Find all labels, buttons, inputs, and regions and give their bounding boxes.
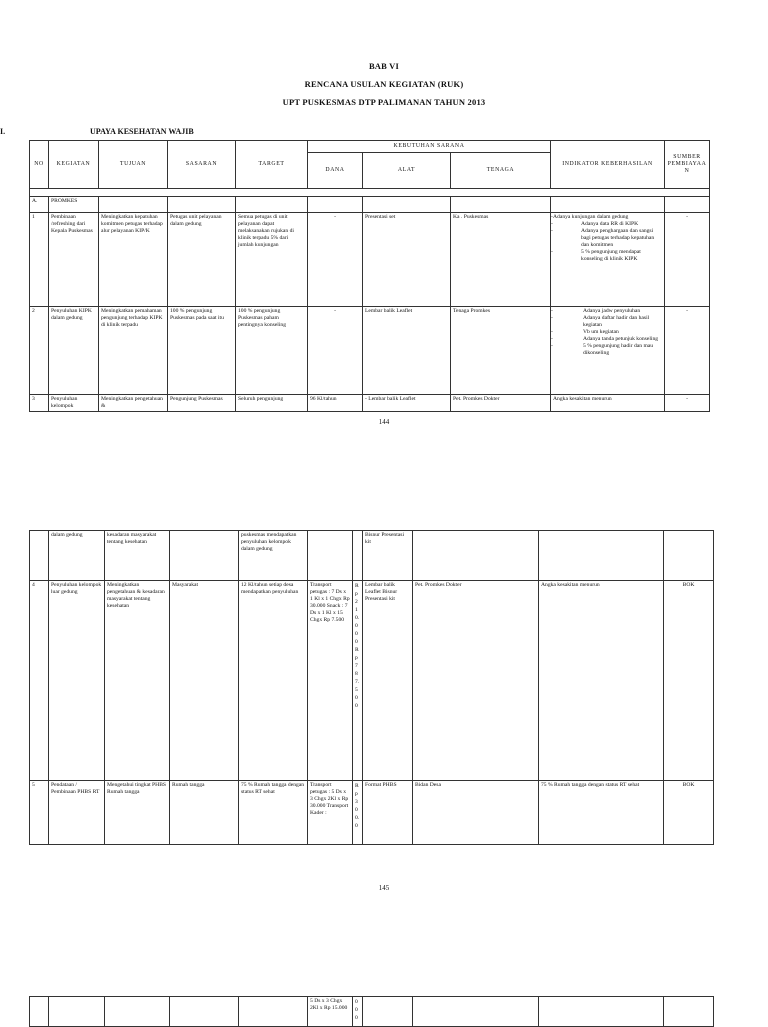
row-kegiatan: dalam gedung (49, 531, 105, 581)
row-target: 12 Kl/tahun setiap desa mendapatkan penyuluhan (239, 581, 308, 781)
section-label: UPAYA KESEHATAN WAJIB (90, 127, 194, 136)
header-target: TARGET (236, 141, 308, 189)
row-no: 1 (30, 213, 49, 307)
indicator-item: - Adanya penghargaan dan sangsi bagi petugas terhadap kepatuhan dan komitmen (553, 228, 662, 249)
row-dana-amount: Rp 300.0 (353, 781, 363, 845)
ruk-table-page1 (29, 140, 710, 412)
row-dana: 5 Ds x 3 Chgx 2Kl x Rp 15.000 (308, 997, 353, 1027)
row-alat: Lembar balik Leaflet Bisnur Presentasi kit (363, 581, 413, 781)
indicator-item: - Adanya daftar hadir dan hasil kegiatan (553, 315, 662, 329)
row-tenaga: Tenaga Promkes (451, 307, 551, 395)
header-sasaran: SASARAN (168, 141, 236, 189)
row-alat: Bisnur Presentasi kit (363, 531, 413, 581)
row-tujuan: Meningkatkan pengetahuan & (99, 395, 168, 412)
row-dana: - (308, 213, 363, 307)
table-row (30, 531, 714, 581)
row-no: 5 (30, 781, 49, 845)
table-row (30, 581, 714, 781)
document-title: RENCANA USULAN KEGIATAN (RUK) (304, 79, 464, 89)
header-tujuan: TUJUAN (99, 141, 168, 189)
header-kegiatan: KEGIATAN (49, 141, 99, 189)
row-sasaran: Rumah tangga (170, 781, 239, 845)
row-sasaran: Masyarakat (170, 581, 239, 781)
row-tujuan: kesadaran masyarakat tentang kesehatan (105, 531, 170, 581)
ruk-table-page3 (29, 996, 714, 1027)
row-alat-dash: - (365, 396, 367, 402)
page-number: 145 (378, 884, 390, 892)
indicator-item: - Vb um kegiatan (553, 329, 662, 336)
row-dana: Transport petugas : 7 Ds x 1 Kl x 1 Chgx Rp 30.000 Snack : 7 Ds x 1 Kl x 15 Chgx Rp 7.500 (308, 581, 353, 781)
row-target: 75 % Rumah tangga dengan status RT sehat (239, 781, 308, 845)
header-dana: DANA (308, 153, 363, 189)
row-sumber: - (665, 395, 710, 412)
row-no: 3 (30, 395, 49, 412)
indicator-item: - Adanya kunjungan dalam gedung (553, 214, 662, 221)
row-dana-amount: 000 (353, 997, 363, 1027)
indicator-item: - 5 % pengunjung hadir dan mau dikonseling (553, 343, 662, 357)
page-number: 144 (378, 418, 390, 426)
row-tujuan: Mengetahui tingkat PHBS Rumah tangga (105, 781, 170, 845)
row-sasaran: Pengunjung Puskesmas (168, 395, 236, 412)
row-alat: Format PHBS (363, 781, 413, 845)
row-target: Semua petugas di unit pelayanan dapat melaksanakan rujukan di klinik terpadu 5% dari jumlah kunjungan (236, 213, 308, 307)
table-row (30, 997, 714, 1027)
row-kegiatan: Pendataan / Pembinaan PHBS RT (49, 781, 105, 845)
row-no: 4 (30, 581, 49, 781)
header-alat: ALAT (363, 153, 451, 189)
table-row (30, 395, 710, 412)
row-target: puskesmas mendapatkan penyuluhan kelompok dalam gedung (239, 531, 308, 581)
row-tenaga: Ka . Puskesmas (451, 213, 551, 307)
row-dana: 96 Kl/tahun (308, 395, 363, 412)
row-tenaga: Pet. Promkes Dokter (451, 395, 551, 412)
row-sumber: - (665, 213, 710, 307)
row-indikator: Angka kesakitan menurun (551, 395, 665, 412)
row-indikator (551, 307, 665, 395)
row-indikator: 75 % Rumah tangga dengan status RT sehat (539, 781, 664, 845)
row-tujuan: Meningkatkan pengetahuan & kesadaran masyarakat tentang kesehatan (105, 581, 170, 781)
row-dana: Transport petugas : 5 Ds x 3 Chgx 2Kl x Rp 30.000 Transport Kader : (308, 781, 353, 845)
row-sasaran: 100 % pengunjung Puskesmas pada saat itu (168, 307, 236, 395)
row-sumber: BOK (664, 581, 714, 781)
header-indikator: INDIKATOR KEBERHASILAN (551, 141, 665, 189)
group-number: A. (30, 197, 49, 213)
row-alat: - Lembar balik Leaflet (363, 395, 451, 412)
table-row (30, 307, 710, 395)
row-kegiatan: Penyuluhan kelompok (49, 395, 99, 412)
row-dana-amount: Rp 210.000 Rp 787.500 (353, 581, 363, 781)
header-sumber: SUMBER PEMBIAYAA N (665, 141, 710, 189)
row-kegiatan: Penyuluhan KIPK dalam gedung (49, 307, 99, 395)
row-tenaga: Bidan Desa (413, 781, 539, 845)
row-dana: - (308, 307, 363, 395)
row-indikator: Angka kesakitan menurun (539, 581, 664, 781)
group-label: PROMKES (49, 197, 99, 213)
header-no: NO (30, 141, 49, 189)
section-number: I. (0, 127, 6, 136)
table-row (30, 781, 714, 845)
row-kegiatan: Pembinaan /refreshing dari Kepala Puskesmas (49, 213, 99, 307)
indicator-item: - Adanya data RR di KIPK (553, 221, 662, 228)
indicator-item: - Adanya jadw penyuluhan (553, 308, 662, 315)
row-no: 2 (30, 307, 49, 395)
row-target: 100 % pengunjung Puskesmas paham pentingnya konseling (236, 307, 308, 395)
row-target: Seluruh pengunjung (236, 395, 308, 412)
table-row (30, 213, 710, 307)
row-alat: Presentasi set (363, 213, 451, 307)
chapter-title: BAB VI (368, 61, 400, 71)
header-tenaga: TENAGA (451, 153, 551, 189)
header-kebutuhan-sarana: KEBUTUHAN SARANA (308, 141, 551, 153)
row-kegiatan: Penyuluhan kelompok luar gedung (49, 581, 105, 781)
row-tujuan: Meningkatkan kepatuhan komitmen petugas terhadap alur pelayanan KIP/K (99, 213, 168, 307)
row-indikator (551, 213, 665, 307)
ruk-table-page2 (29, 530, 714, 845)
row-sumber: BOK (664, 781, 714, 845)
row-alat: Lembar balik Leaflet (363, 307, 451, 395)
document-subtitle: UPT PUSKESMAS DTP PALIMANAN TAHUN 2013 (282, 97, 486, 107)
group-row (30, 197, 710, 213)
row-tujuan: Meningkatkan pemahaman pengunjung terhadap KIPK di klinik terpadu (99, 307, 168, 395)
indicator-item: - 5 % pengunjung mendapat konseling di klinik KIPK (553, 249, 662, 263)
row-sasaran: Petugas unit pelayanan dalam gedung (168, 213, 236, 307)
row-tenaga: Pet. Promkes Dokter (413, 581, 539, 781)
indicator-item: - Adanya tanda petunjuk konseling (553, 336, 662, 343)
row-sumber: - (665, 307, 710, 395)
